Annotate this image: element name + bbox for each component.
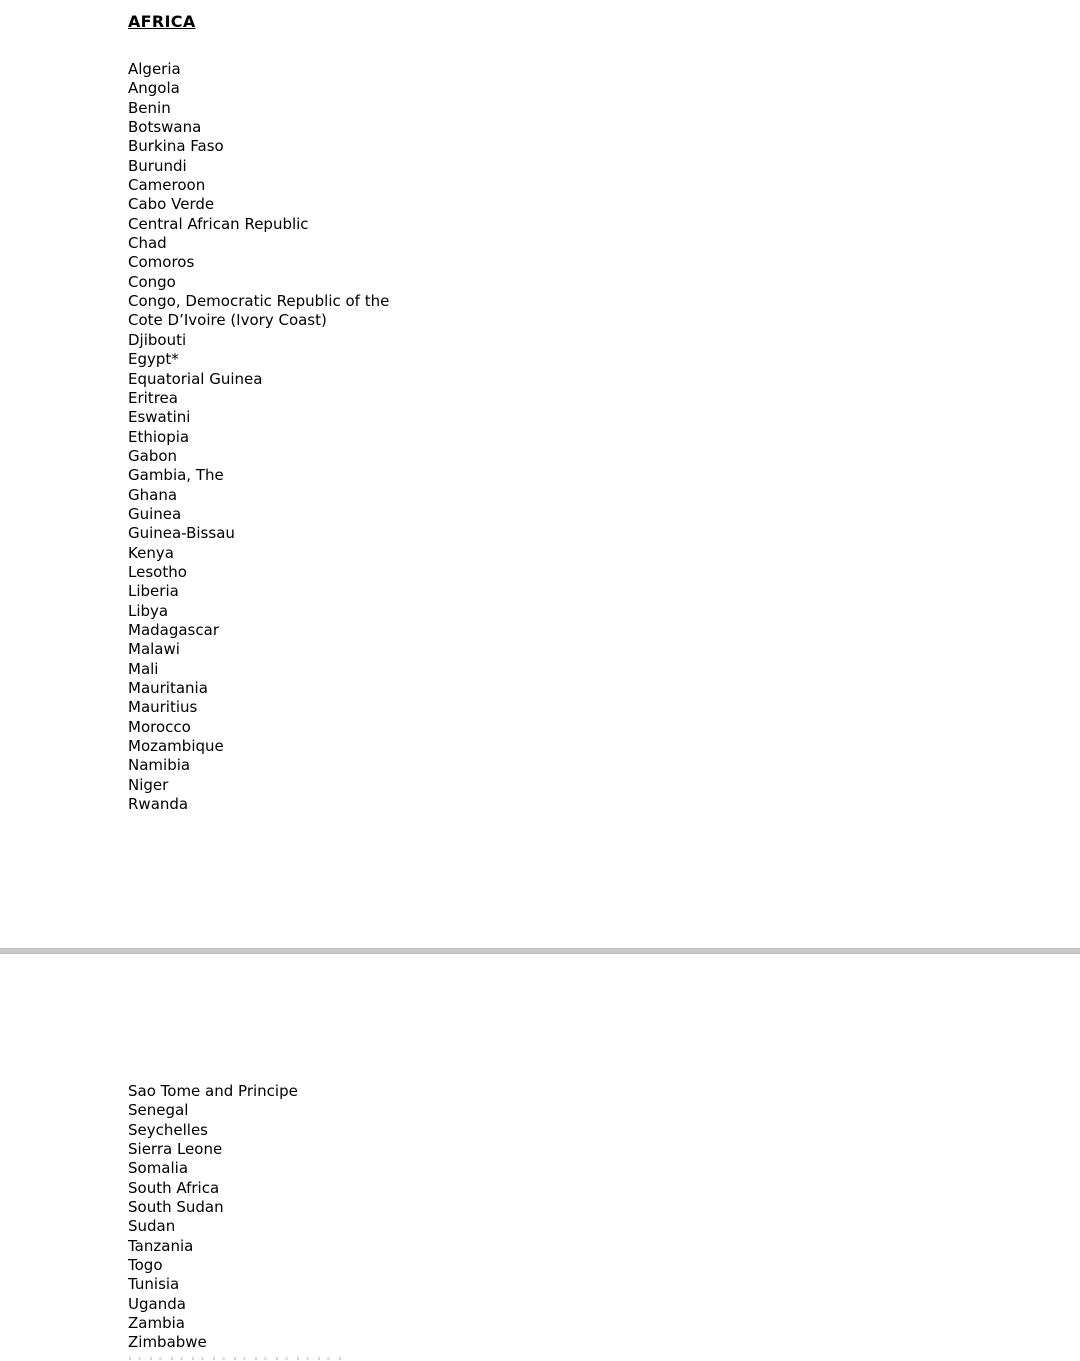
country-item: Congo, Democratic Republic of the [128,292,390,311]
country-item: Equatorial Guinea [128,369,263,388]
country-item: Niger [128,775,169,794]
country-item: Comoros [128,253,195,272]
country-item: Zimbabwe [128,1333,207,1352]
country-item: Guinea [128,504,182,523]
country-item: Rwanda [128,795,189,814]
country-item: Sierra Leone [128,1140,223,1159]
country-item: Seychelles [128,1120,208,1139]
country-item: Angola [128,79,180,98]
country-item: Lesotho [128,562,187,581]
country-item: Libya [128,601,169,620]
africa-country-list-page1 [128,60,389,814]
country-item: Sao Tome and Principe [128,1082,298,1100]
country-item: Eritrea [128,388,178,407]
country-item: Djibouti [128,330,187,349]
country-item: Mauritania [128,679,208,697]
country-item: Senegal [128,1101,189,1120]
country-item: South Sudan [128,1198,224,1217]
country-item: Kenya [128,543,174,562]
country-item: Ethiopia [128,427,190,446]
country-item: Liberia [128,582,179,601]
country-item: Eswatini [128,408,191,427]
country-item: Zambia [128,1314,185,1333]
country-item: Benin [128,98,171,117]
country-item: South Africa [128,1178,220,1197]
africa-country-list-page2 [128,1082,298,1353]
country-item: Ghana [128,485,178,504]
country-item: Tunisia [128,1275,180,1294]
country-item: Burkina Faso [128,137,224,156]
country-item: Gambia, The [128,466,224,485]
country-item: Namibia [128,756,191,775]
clipped-next-page-text-sliver [129,1357,344,1360]
country-item: Mauritius [128,698,198,717]
country-item: Somalia [128,1159,189,1178]
country-item: Chad [128,234,167,253]
country-item: Malawi [128,640,180,659]
country-item: Madagascar [128,620,219,639]
country-item: Tanzania [128,1236,194,1255]
country-item: Burundi [128,156,187,175]
country-item: Cameroon [128,176,206,195]
country-item: Togo [128,1256,163,1275]
country-item: Gabon [128,446,178,465]
country-item: Guinea-Bissau [128,524,235,543]
section-heading-africa: AFRICA [128,12,196,31]
country-item: Morocco [128,717,191,736]
country-item: Mozambique [128,737,224,756]
country-item: Egypt* [128,350,179,369]
country-item: Congo [128,272,176,291]
country-item: Sudan [128,1217,176,1236]
country-item: Mali [128,659,159,678]
country-item: Botswana [128,118,202,137]
country-item: Algeria [128,60,181,78]
country-item: Cabo Verde [128,195,215,214]
country-item: Uganda [128,1294,186,1313]
country-item: Cote D’Ivoire (Ivory Coast) [128,311,327,330]
page-break-divider [0,948,1080,954]
country-item: Central African Republic [128,214,309,233]
